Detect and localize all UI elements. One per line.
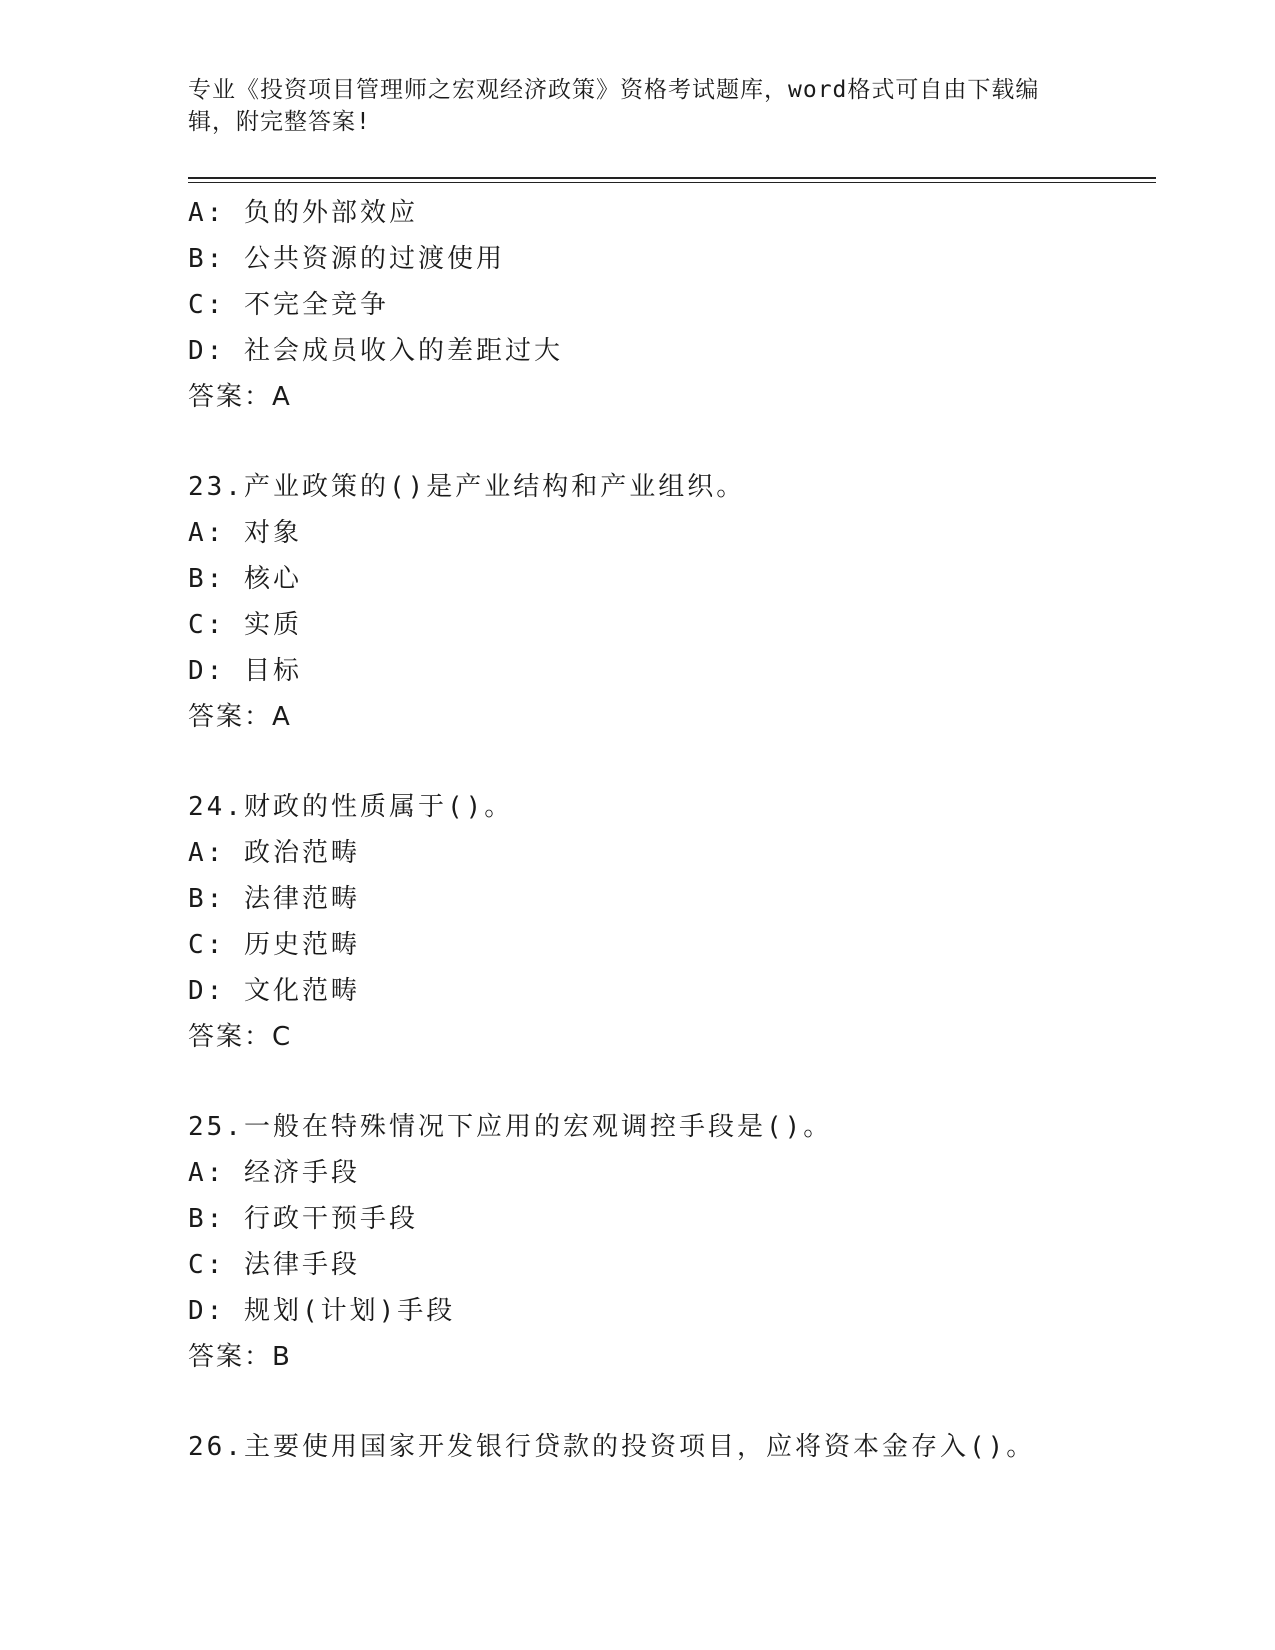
option-b: B: 法律范畴: [188, 884, 360, 914]
option-b: B: 行政干预手段: [188, 1204, 418, 1234]
header-rule-top: [188, 177, 1156, 179]
option-d: D: 规划(计划)手段: [188, 1296, 456, 1326]
question-block: [188, 464, 1156, 740]
option-c: C: 实质: [188, 610, 302, 640]
question-text: 26.主要使用国家开发银行贷款的投资项目，应将资本金存入()。: [188, 1432, 1036, 1462]
answer-line: 答案：A: [188, 702, 292, 732]
answer-line: 答案：C: [188, 1022, 293, 1052]
option-c: C: 法律手段: [188, 1250, 360, 1280]
question-block: [188, 784, 1156, 1060]
answer-line: 答案：B: [188, 1342, 292, 1372]
answer-line: 答案：A: [188, 382, 292, 412]
option-c: C: 不完全竞争: [188, 290, 389, 320]
header-line-2: 辑，附完整答案!: [188, 109, 371, 135]
option-d: D: 目标: [188, 656, 302, 686]
option-c: C: 历史范畴: [188, 930, 360, 960]
question-block: [188, 190, 1156, 420]
header-rule-bottom: [188, 182, 1156, 183]
question-list: [188, 190, 1156, 1470]
question-text: 24.财政的性质属于()。: [188, 792, 514, 822]
question-block: [188, 1104, 1156, 1380]
document-header: [188, 74, 1078, 138]
option-a: A: 经济手段: [188, 1158, 360, 1188]
option-b: B: 公共资源的过渡使用: [188, 244, 505, 274]
header-line-1: 专业《投资项目管理师之宏观经济政策》资格考试题库，word格式可自由下载编: [188, 77, 1040, 103]
option-a: A: 负的外部效应: [188, 198, 418, 228]
option-d: D: 社会成员收入的差距过大: [188, 336, 563, 366]
option-d: D: 文化范畴: [188, 976, 360, 1006]
option-a: A: 政治范畴: [188, 838, 360, 868]
option-a: A: 对象: [188, 518, 302, 548]
question-text: 23.产业政策的()是产业结构和产业组织。: [188, 472, 746, 502]
question-text: 25.一般在特殊情况下应用的宏观调控手段是()。: [188, 1112, 833, 1142]
question-block: [188, 1424, 1156, 1470]
option-b: B: 核心: [188, 564, 302, 594]
